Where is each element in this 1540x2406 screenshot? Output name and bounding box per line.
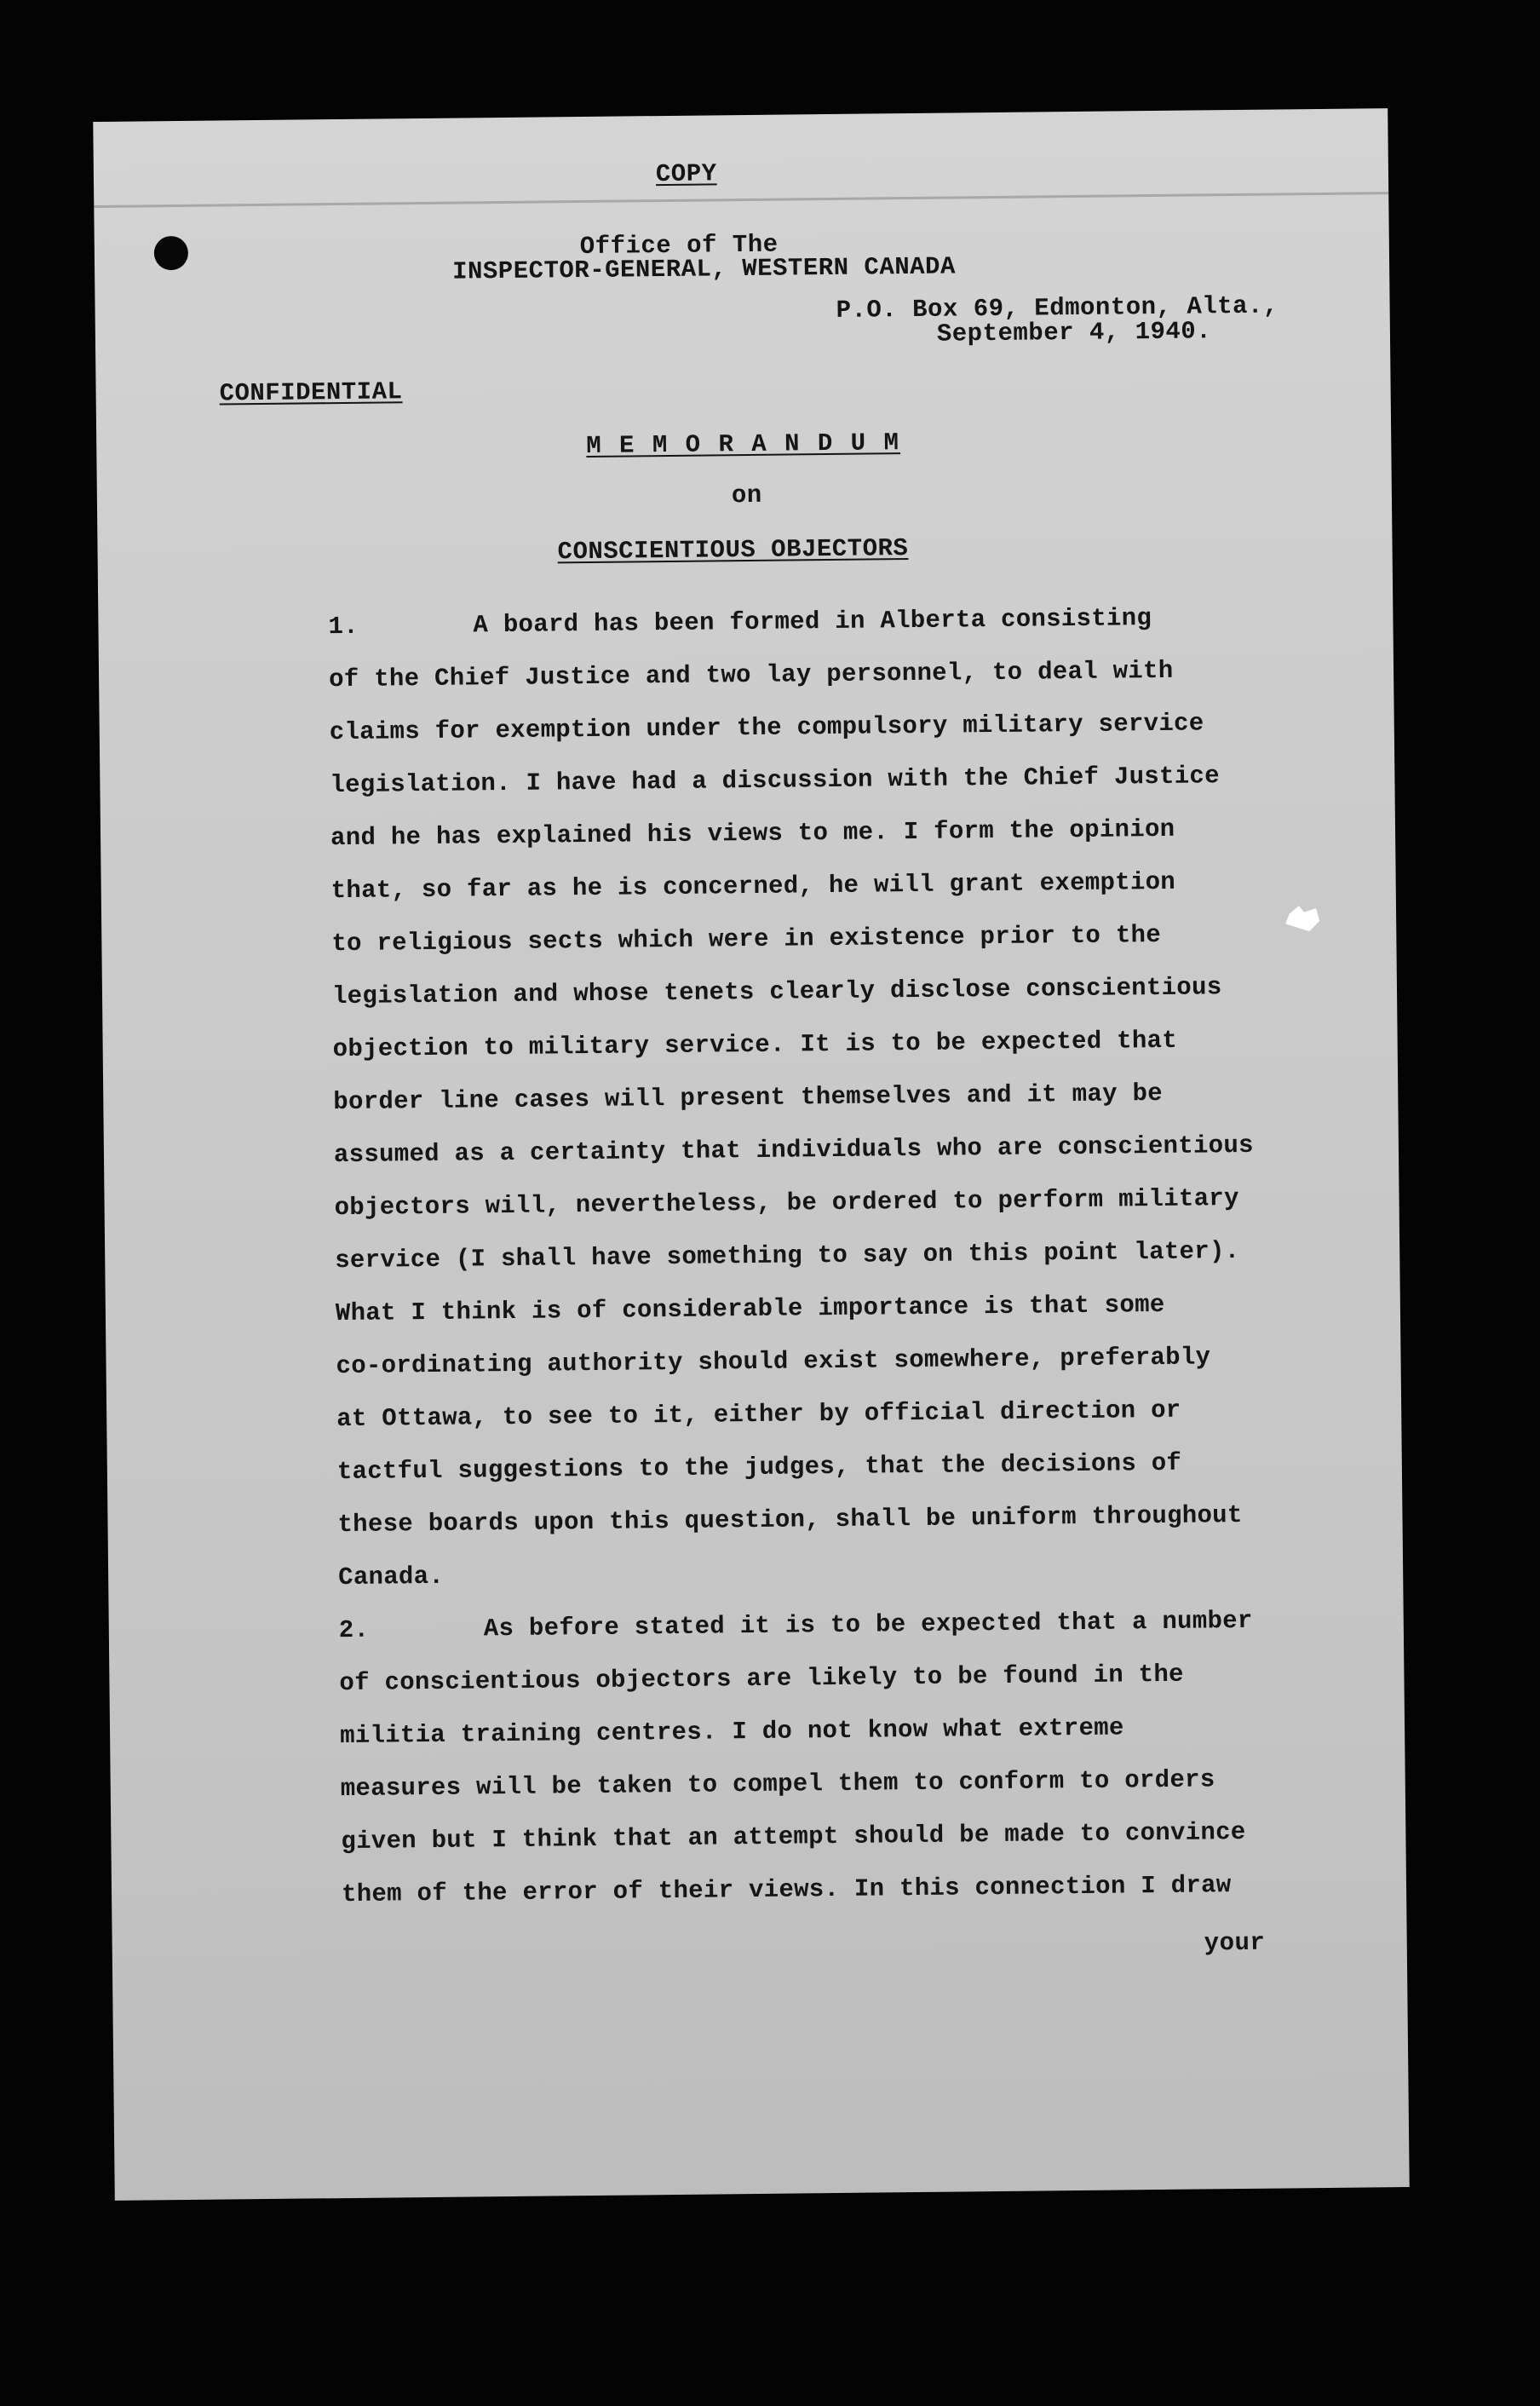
heading-connector: on (731, 481, 762, 510)
paragraph-1-line: legislation and whose tenets clearly disclose conscientious (331, 973, 1222, 1011)
paragraph-1-line: of the Chief Justice and two lay personnel, to deal with (328, 656, 1174, 694)
paragraph-1-line: at Ottawa, to see to it, either by official direction or (336, 1396, 1181, 1434)
paragraph-1-line: co-ordinating authority should exist somewhere, preferably (336, 1343, 1211, 1381)
paragraph-1-line: to religious sects which were in existence prior to the (331, 920, 1162, 958)
memo-body (328, 590, 1347, 1921)
punch-hole (154, 236, 188, 270)
paragraph-1-line: tactful suggestions to the judges, that the decisions of (336, 1448, 1182, 1487)
paragraph-1-line: and he has explained his views to me. I form the opinion (330, 814, 1175, 853)
paragraph-1-line: Canada. (338, 1562, 445, 1592)
paragraph-1-line: assumed as a certainty that individuals who are conscientious (333, 1131, 1254, 1170)
paragraph-1-number: 1. (328, 612, 359, 642)
paragraph-1-line: service (I shall have something to say on this point later). (335, 1237, 1240, 1275)
catchword: your (1204, 1928, 1266, 1958)
paragraph-1-line: these boards upon this question, shall be uniform throughout (337, 1500, 1243, 1540)
page-fold-line (94, 192, 1388, 208)
paragraph-2-line: militia training centres. I do not know what extreme (339, 1713, 1124, 1751)
address-line: P.O. Box 69, Edmonton, Alta., (836, 291, 1279, 325)
paragraph-1-line: objectors will, nevertheless, be ordered to perform military (334, 1184, 1239, 1223)
office-line-1: Office of The (579, 230, 779, 262)
paragraph-2-line: given but I think that an attempt should be made to convince (341, 1817, 1246, 1856)
memo-page (93, 108, 1409, 2201)
paragraph-1-line: that, so far as he is concerned, he will grant exemption (330, 867, 1176, 906)
paragraph-1-line: objection to military service. It is to be expected that (332, 1026, 1178, 1064)
memo-heading: M E M O R A N D U M (586, 429, 901, 460)
copy-stamp: COPY (655, 159, 717, 189)
paragraph-2-line: them of the error of their views. In this connection I draw (341, 1871, 1232, 1909)
paragraph-1-line: legislation. I have had a discussion with the Chief Justice (330, 762, 1221, 800)
office-line-2: INSPECTOR-GENERAL, WESTERN CANADA (451, 252, 957, 286)
confidential-label: CONFIDENTIAL (219, 377, 403, 408)
paragraph-1-line: What I think is of considerable importance is that some (335, 1290, 1165, 1328)
paragraph-2-number: 2. (338, 1615, 370, 1645)
paragraph-2-line: of conscientious objectors are likely to be found in the (339, 1660, 1184, 1698)
date-line: September 4, 1940. (936, 317, 1212, 348)
paragraph-1-line: border line cases will present themselves and it may be (333, 1079, 1164, 1117)
memo-subject: CONSCIENTIOUS OBJECTORS (557, 534, 909, 567)
paragraph-2-line: 2. As before stated it is to be expected that a number (339, 1594, 1345, 1657)
paragraph-2-line: measures will be taken to compel them to conform to orders (340, 1765, 1215, 1804)
paragraph-1-line: 1. A board has been formed in Alberta consisting (328, 590, 1334, 653)
paragraph-1-line: claims for exemption under the compulsory military service (329, 709, 1204, 747)
